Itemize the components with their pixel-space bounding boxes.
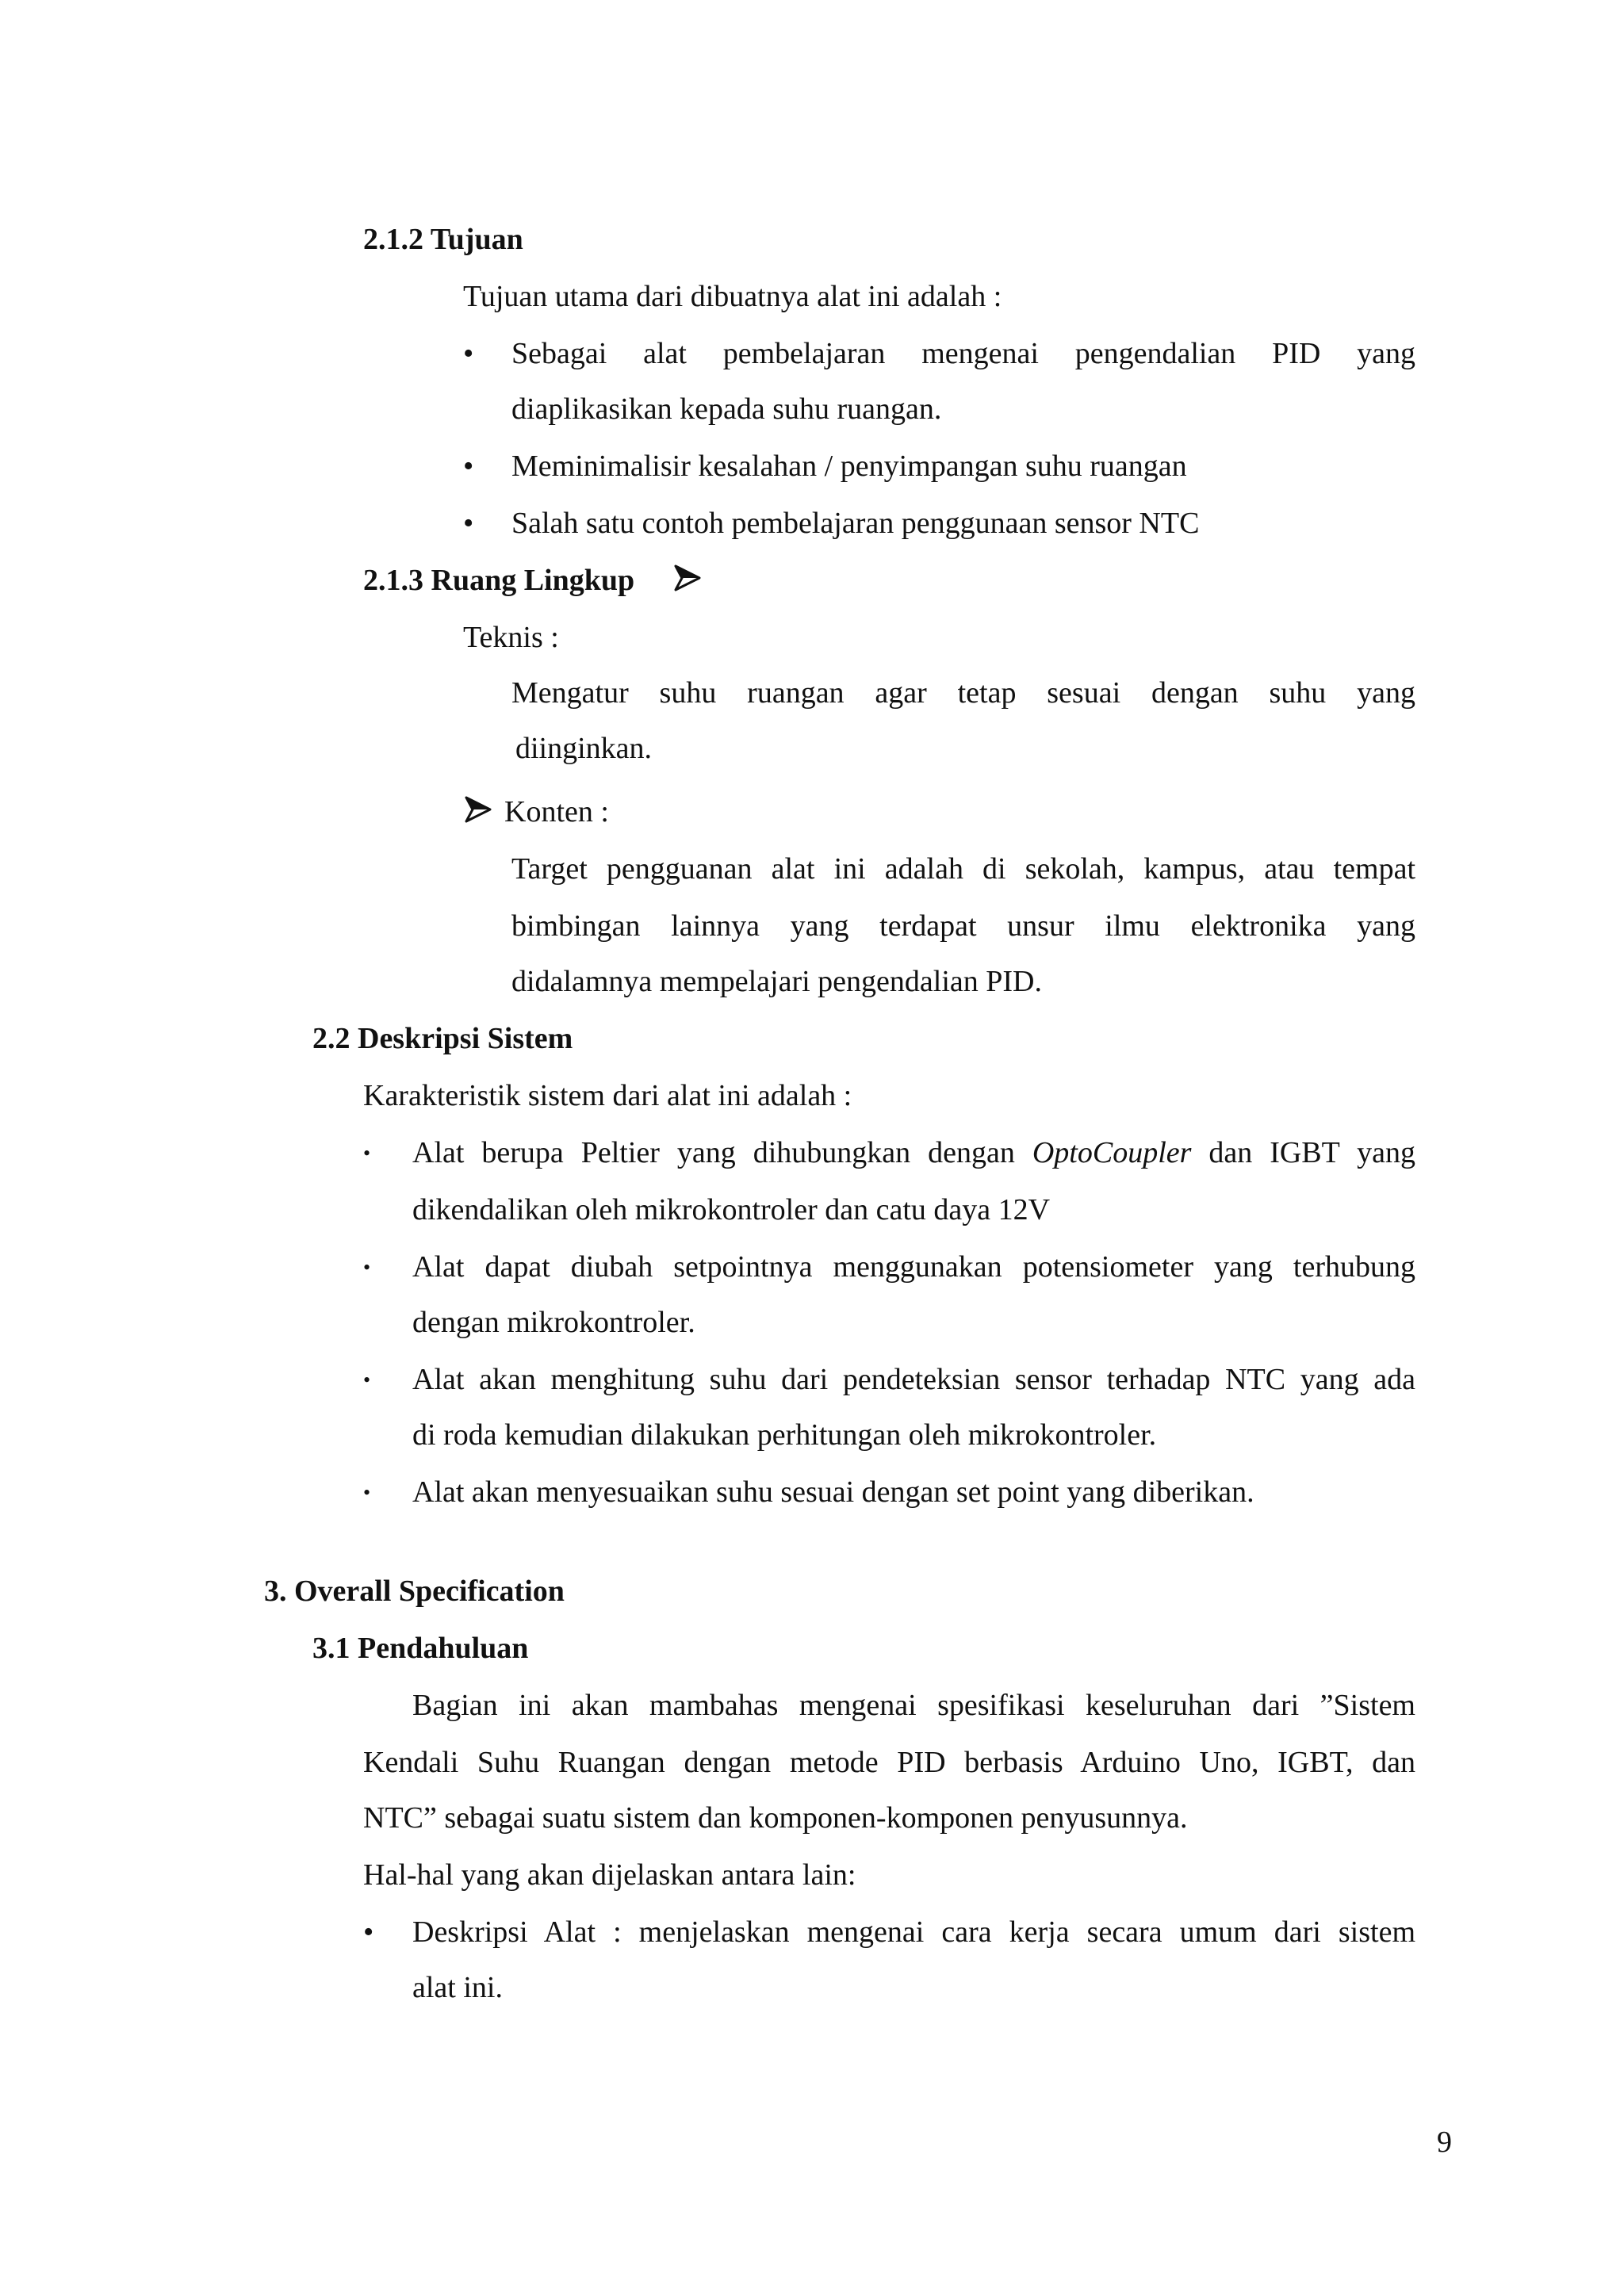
list-item: Sebagai alat pembelajaran mengenai pengendalian PID yang — [511, 337, 1415, 370]
list-item: Deskripsi Alat : menjelaskan mengenai cara kerja secara umum dari sistem — [412, 1915, 1415, 1949]
bullet-icon: • — [363, 1481, 371, 1504]
bullet-icon: • — [463, 337, 474, 370]
section-heading-3: 3. Overall Specification — [264, 1575, 565, 1608]
paragraph: Hal-hal yang akan dijelaskan antara lain: — [363, 1858, 856, 1892]
bullet-icon: • — [363, 1256, 371, 1279]
arrowhead-bullet-icon — [674, 564, 701, 599]
section-heading-2-1-2: 2.1.2 Tujuan — [363, 223, 523, 256]
arrowhead-bullet-icon — [465, 796, 492, 831]
list-item-continuation: diaplikasikan kepada suhu ruangan. — [511, 392, 942, 426]
list-item-continuation: di roda kemudian dilakukan perhitungan oleh mikrokontroler. — [412, 1418, 1157, 1452]
bullet-icon: • — [463, 450, 474, 483]
paragraph: bimbingan lainnya yang terdapat unsur ilmu elektronika yang — [511, 909, 1415, 943]
list-item: Meminimalisir kesalahan / penyimpangan suhu ruangan — [511, 450, 1187, 483]
page-number: 9 — [1437, 2126, 1452, 2159]
paragraph: Target pengguanan alat ini adalah di sekolah, kampus, atau tempat — [511, 852, 1415, 886]
list-item: Salah satu contoh pembelajaran penggunaan sensor NTC — [511, 507, 1200, 540]
paragraph: Kendali Suhu Ruangan dengan metode PID berbasis Arduino Uno, IGBT, dan — [363, 1746, 1415, 1779]
section-heading-2-2: 2.2 Deskripsi Sistem — [312, 1022, 573, 1055]
list-item: Alat akan menyesuaikan suhu sesuai dengan set point yang diberikan. — [412, 1475, 1254, 1509]
section-heading-2-1-3 — [363, 565, 634, 595]
paragraph: NTC” sebagai suatu sistem dan komponen-komponen penyusunnya. — [363, 1801, 1188, 1835]
paragraph: Tujuan utama dari dibuatnya alat ini adalah : — [463, 280, 1002, 313]
list-item: Alat akan menghitung suhu dari pendeteksian sensor terhadap NTC yang ada — [412, 1363, 1415, 1396]
bullet-icon: • — [363, 1368, 371, 1391]
teknis-label: Teknis : — [463, 621, 559, 654]
list-item: Alat berupa Peltier yang dihubungkan dengan OptoCoupler dan IGBT yang — [412, 1136, 1416, 1169]
heading-text: 2.1.3 Ruang Lingkup — [363, 564, 635, 597]
bullet-icon: • — [463, 507, 474, 540]
paragraph: Bagian ini akan mambahas mengenai spesifikasi keseluruhan dari ”Sistem — [412, 1689, 1415, 1722]
bullet-icon: • — [363, 1915, 374, 1949]
bullet-icon: • — [363, 1142, 371, 1165]
list-item-continuation: dikendalikan oleh mikrokontroler dan catu daya 12V — [412, 1193, 1051, 1226]
paragraph-continuation: diinginkan. — [515, 732, 653, 765]
paragraph: Karakteristik sistem dari alat ini adalah : — [363, 1079, 852, 1112]
paragraph: Mengatur suhu ruangan agar tetap sesuai dengan suhu yang — [511, 676, 1415, 710]
paragraph: didalamnya mempelajari pengendalian PID. — [511, 965, 1042, 998]
list-item: Alat dapat diubah setpointnya menggunakan potensiometer yang terhubung — [412, 1250, 1415, 1284]
section-heading-3-1: 3.1 Pendahuluan — [312, 1632, 529, 1665]
list-item-continuation: dengan mikrokontroler. — [412, 1306, 695, 1339]
list-item-continuation: alat ini. — [412, 1971, 503, 2004]
konten-label: Konten : — [504, 795, 609, 828]
